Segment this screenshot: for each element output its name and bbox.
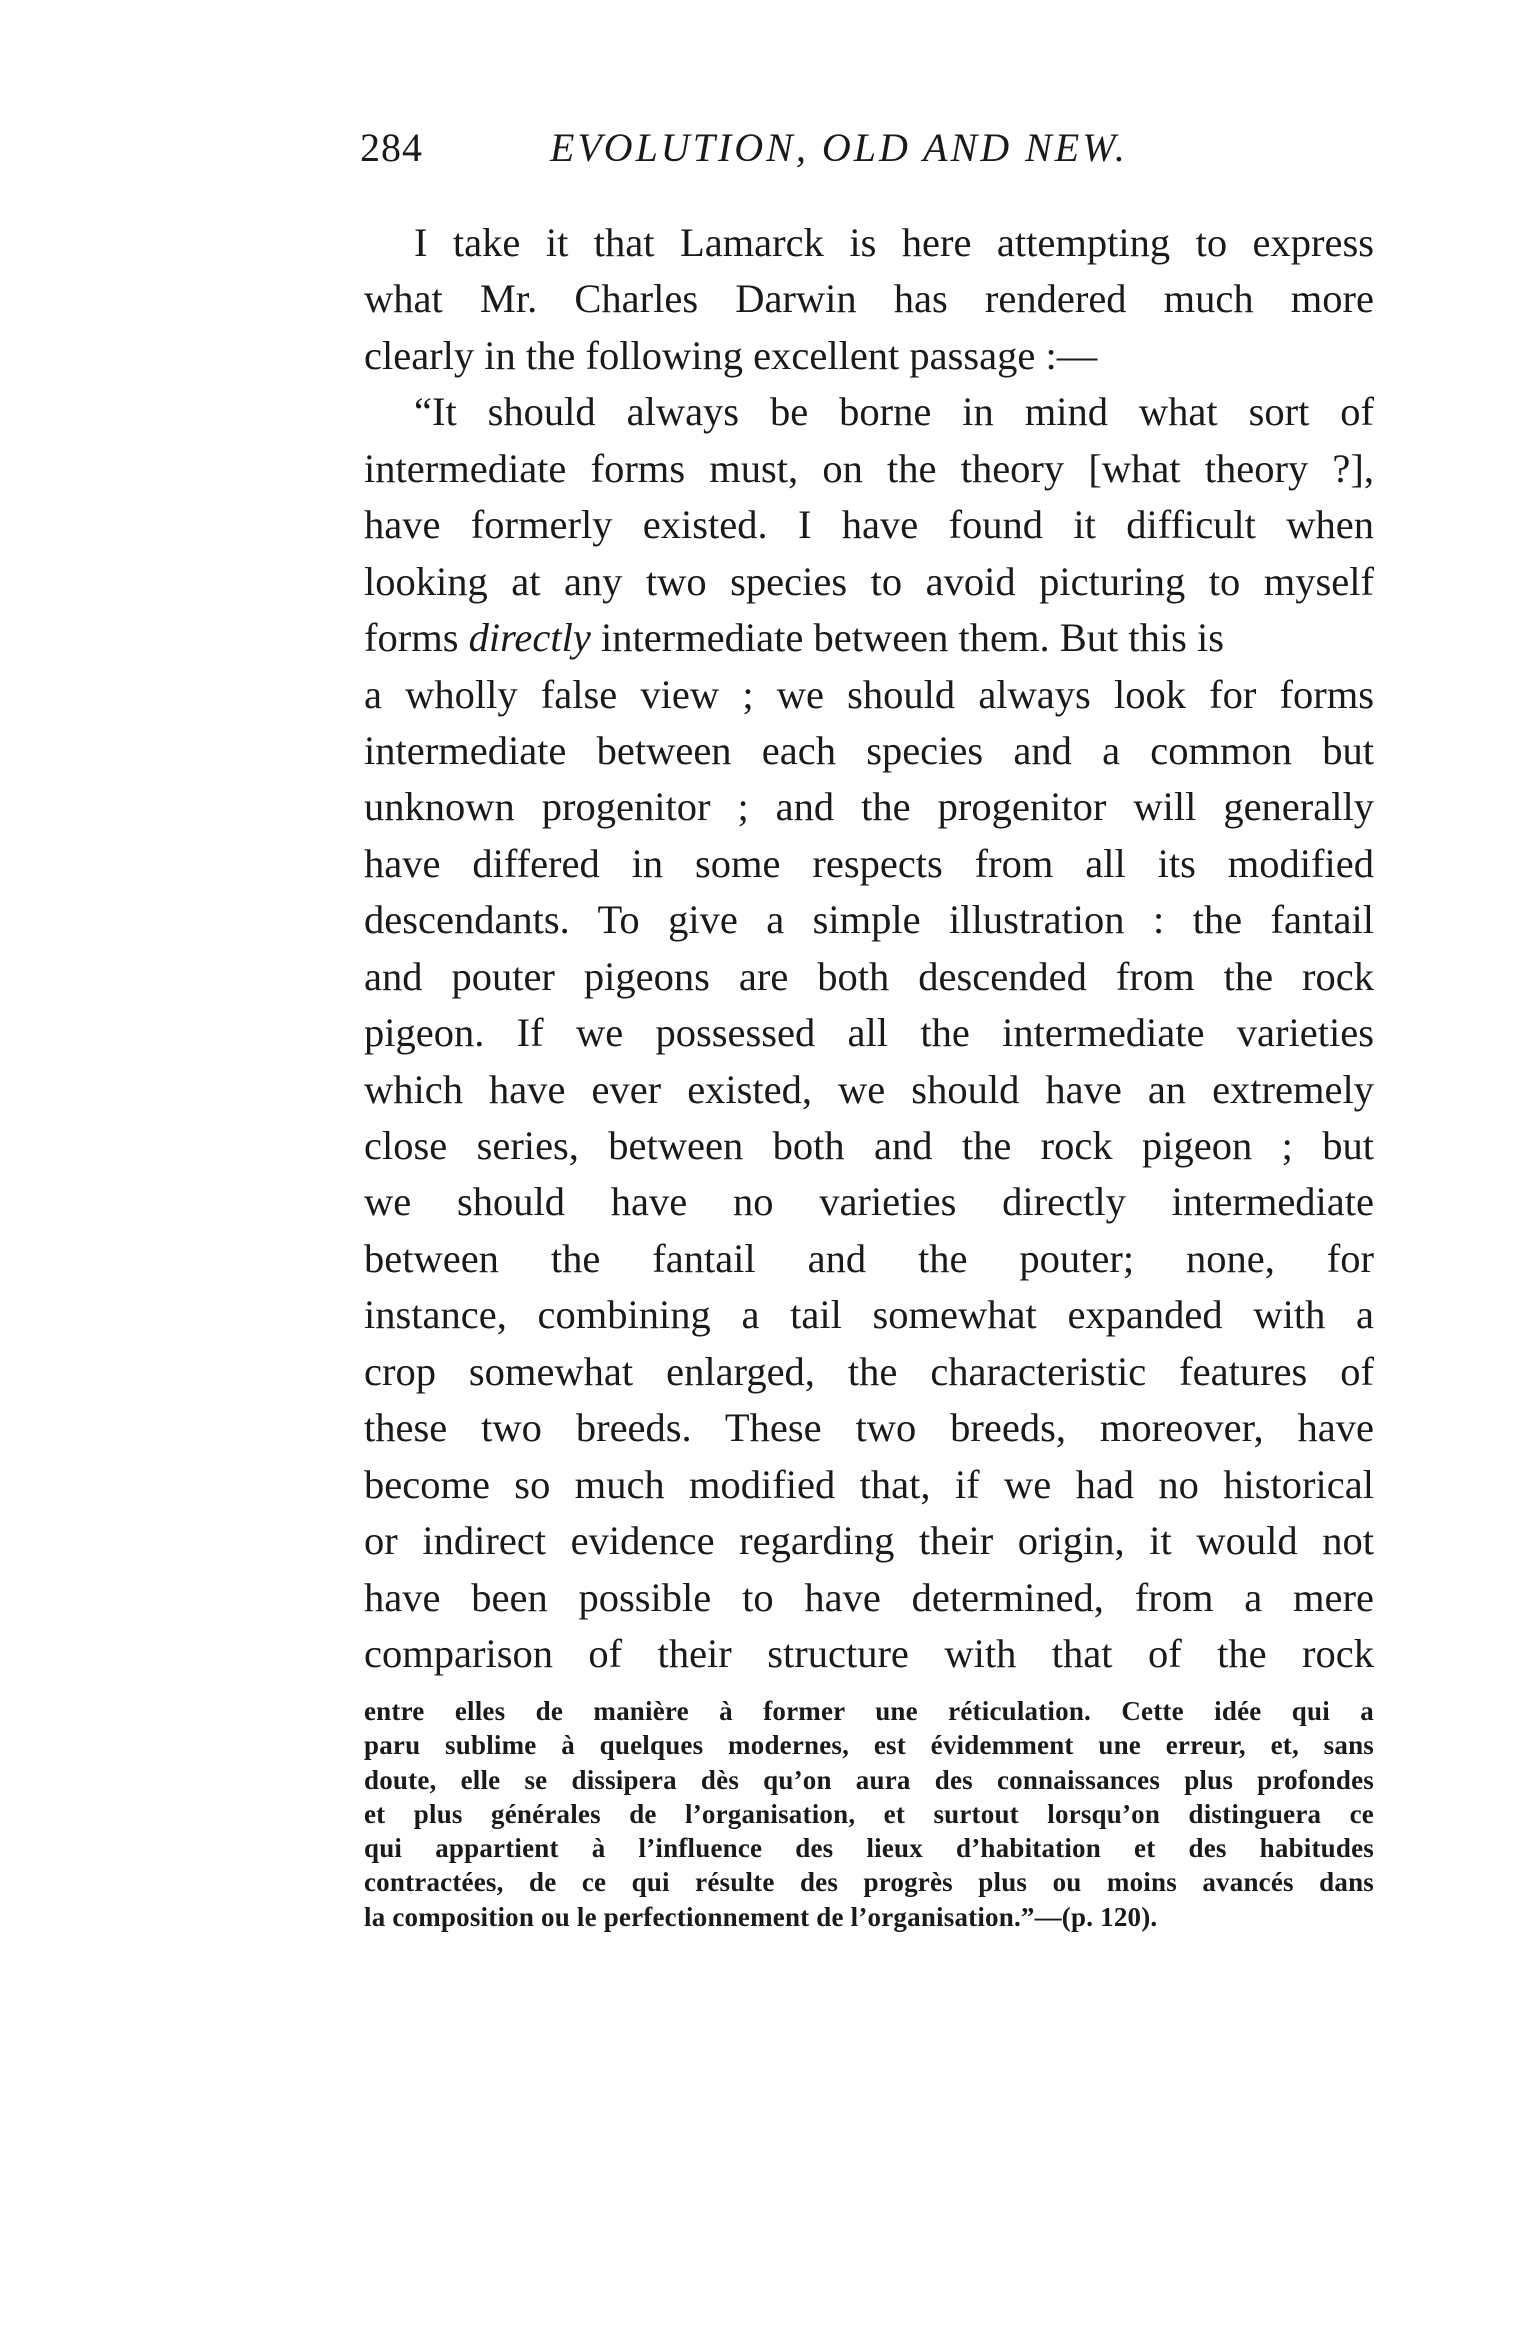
text-line: become so much modified that, if we had no historical xyxy=(364,1461,1374,1507)
text-line: intermediate forms must, on the theory [what theory ?], xyxy=(364,445,1374,491)
page-number: 284 xyxy=(360,125,423,170)
footnote-line: la composition ou le perfectionnement de l’organisation.”—(p. 120). xyxy=(364,1901,1158,1932)
text-line: a wholly false view ; we should always look for forms xyxy=(364,671,1374,717)
text-line: clearly in the following excellent passage :— xyxy=(364,332,1098,378)
text-line: we should have no varieties directly intermediate xyxy=(364,1179,1374,1225)
text-line: looking at any two species to avoid picturing to myself xyxy=(364,558,1374,604)
text-line: instance, combining a tail somewhat expanded with a xyxy=(364,1292,1374,1338)
running-title: EVOLUTION, OLD AND NEW. xyxy=(550,125,1128,170)
footnote-line: et plus générales de l’organisation, et surtout lorsqu’on distinguera ce xyxy=(364,1798,1374,1829)
text-line: have been possible to have determined, from a mere xyxy=(364,1574,1374,1620)
text-line: or indirect evidence regarding their origin, it would not xyxy=(364,1518,1374,1564)
footnote-line: entre elles de manière à former une réticulation. Cette idée qui a xyxy=(364,1696,1374,1726)
footnote-line: doute, elle se dissipera dès qu’on aura des connaissances plus profondes xyxy=(364,1764,1374,1795)
text-line: comparison of their structure with that of the rock xyxy=(364,1630,1374,1676)
text-line: “It should always be borne in mind what sort of xyxy=(414,389,1374,435)
running-head xyxy=(360,118,1375,178)
text-line: between the fantail and the pouter; none, for xyxy=(364,1235,1374,1281)
footnote-line: qui appartient à l’influence des lieux d’habitation et des habitudes xyxy=(364,1833,1374,1864)
footnote-line: paru sublime à quelques modernes, est évidemment une erreur, et, sans xyxy=(364,1730,1374,1761)
text-line: have formerly existed. I have found it difficult when xyxy=(364,502,1374,548)
text-line: these two breeds. These two breeds, moreover, have xyxy=(364,1405,1374,1451)
text-line: unknown progenitor ; and the progenitor will generally xyxy=(364,784,1374,830)
text-line: descendants. To give a simple illustration : the fantail xyxy=(364,897,1374,943)
text-line: close series, between both and the rock pigeon ; but xyxy=(364,1123,1374,1168)
italic-emphasis: directly xyxy=(468,615,591,661)
text-line: pigeon. If we possessed all the intermediate varieties xyxy=(364,1010,1374,1056)
main-text xyxy=(364,215,1374,1682)
text-line: and pouter pigeons are both descended from the rock xyxy=(364,953,1374,999)
text-line: have differed in some respects from all its modified xyxy=(364,840,1374,886)
text-line: intermediate between each species and a common but xyxy=(364,727,1374,773)
text-segment: forms xyxy=(364,615,459,661)
text-line: what Mr. Charles Darwin has rendered much more xyxy=(364,276,1374,322)
text-line xyxy=(364,610,1374,666)
text-line: I take it that Lamarck is here attempting to express xyxy=(414,220,1374,265)
text-line: which have ever existed, we should have an extremely xyxy=(364,1066,1374,1112)
text-line: crop somewhat enlarged, the characteristic features of xyxy=(364,1348,1374,1394)
footnote-line: contractées, de ce qui résulte des progrès plus ou moins avancés dans xyxy=(364,1867,1374,1898)
text-segment: intermediate between them. But this is xyxy=(600,615,1225,661)
footnote xyxy=(364,1694,1374,1934)
